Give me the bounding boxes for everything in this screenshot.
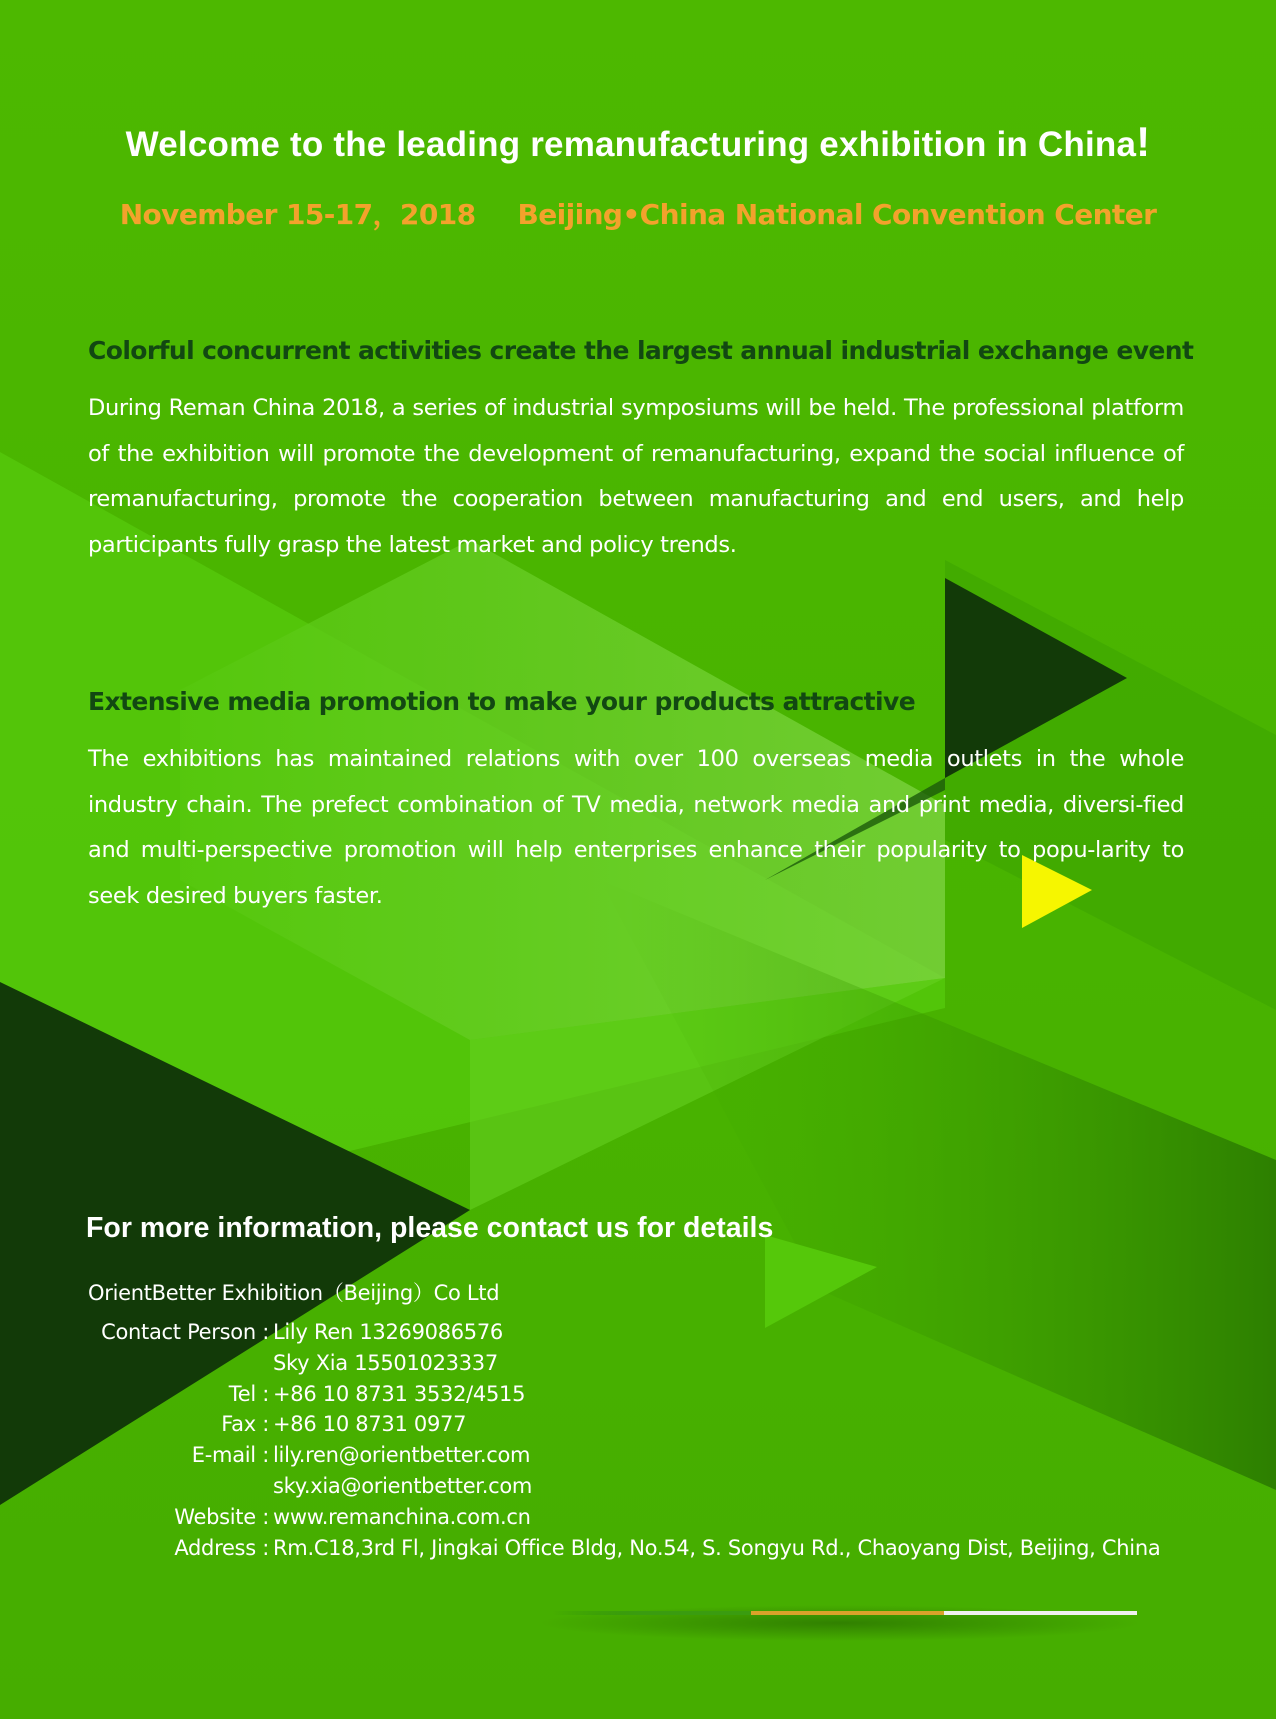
stripe-shadow (540, 1605, 1140, 1641)
contact-row-address (0, 1533, 1160, 1564)
section-title-activities: Colorful concurrent activities create the largest annual industrial exchange event (88, 336, 1194, 365)
contact-value: Sky Xia 15501023337 (273, 1350, 498, 1375)
contact-row-tel (0, 1379, 1160, 1410)
contact-value: +86 10 8731 3532/4515 (273, 1381, 526, 1406)
contact-row-person-2 (0, 1348, 1160, 1379)
contact-label: E-mail : (191, 1443, 269, 1468)
contact-row-person (0, 1317, 1160, 1348)
contact-value: Rm.C18,3rd Fl, Jingkai Office Bldg, No.54, S. Songyu Rd., Chaoyang Dist, Beijing, China (273, 1535, 1161, 1560)
contact-row-email (0, 1440, 1160, 1471)
section-title-media: Extensive media promotion to make your products attractive (88, 687, 916, 716)
contact-label: Tel : (228, 1381, 269, 1406)
headline-exclamation: ! (1136, 118, 1151, 165)
contact-value: +86 10 8731 0977 (273, 1412, 467, 1437)
page-headline (0, 118, 1276, 166)
contact-row-email-2 (0, 1471, 1160, 1502)
contact-row-website (0, 1502, 1160, 1533)
email-link[interactable]: lily.ren@orientbetter.com (273, 1443, 531, 1468)
event-date: November 15-17，2018 (119, 198, 476, 231)
contact-label (0, 1348, 269, 1379)
section-body-activities: During Reman China 2018, a series of industrial symposiums will be held. The professional platform of the exhibition will promote the development of remanufacturing, expand the social influence of remanufacturing, promote the cooperation between manufacturing and end users, and help participants fully grasp the latest market and policy trends. (88, 395, 1184, 558)
email-link[interactable]: sky.xia@orientbetter.com (273, 1473, 533, 1498)
contact-label: Address : (174, 1535, 269, 1560)
contact-label: Fax : (221, 1412, 269, 1437)
tricolor-stripe (552, 1611, 1137, 1615)
contact-value: Lily Ren 13269086576 (273, 1320, 503, 1344)
contact-details-table (0, 1317, 1160, 1563)
contact-label (0, 1471, 269, 1502)
event-venue: Beijing•China National Convention Center (517, 198, 1157, 231)
company-name: OrientBetter Exhibition（Beijing）Co Ltd (88, 1281, 500, 1305)
event-date-venue (0, 193, 1276, 233)
contact-label: Website : (174, 1504, 269, 1529)
section-body-media: The exhibitions has maintained relations with over 100 overseas media outlets in the whole industry chain. The prefect combination of TV media, network media and print media, diversi-fied and multi-perspective promotion will help enterprises enhance their popularity to popu-larity to seek desired buyers faster. (88, 746, 1184, 909)
website-link[interactable]: www.remanchina.com.cn (273, 1504, 531, 1529)
contact-heading: For more information, please contact us for details (86, 1212, 774, 1244)
contact-label: Contact Person : (101, 1320, 269, 1344)
contact-row-fax (0, 1409, 1160, 1440)
headline-text: Welcome to the leading remanufacturing exhibition in China (125, 125, 1137, 164)
